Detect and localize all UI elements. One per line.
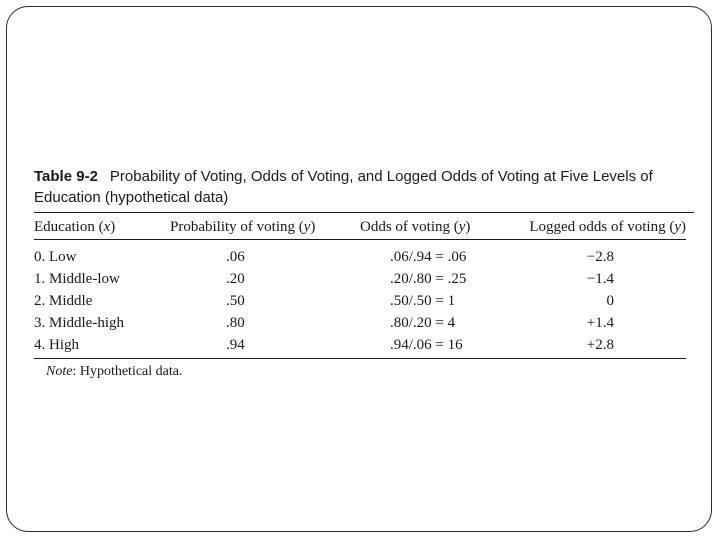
cell-education: 0. Low [34,249,77,265]
cell-odds: .06/.94 = .06 [390,249,467,265]
table-row [34,268,686,290]
cell-education: 2. Middle [34,293,93,309]
header-education: Education (x) [34,219,116,235]
cell-probability: .06 [226,249,245,265]
table-caption-text: Probability of Voting, Odds of Voting, and Logged Odds of Voting at Five Levels of Education (hypothetical data) [34,168,653,206]
cell-logged-odds: 0 [606,293,614,309]
note-label: Note [46,364,73,379]
voting-table [34,213,686,359]
cell-logged-odds: +2.8 [586,337,614,353]
header-probability: Probability of voting (y) [170,219,316,235]
cell-odds: .50/.50 = 1 [390,293,456,309]
cell-probability: .80 [226,315,245,331]
cell-probability: .50 [226,293,245,309]
cell-education: 3. Middle-high [34,315,124,331]
cell-odds: .80/.20 = 4 [390,315,456,331]
cell-odds: .20/.80 = .25 [390,271,467,287]
table-row [34,290,686,312]
table-row [34,334,686,359]
header-odds: Odds of voting (y) [360,219,471,235]
table-row [34,240,686,269]
cell-probability: .94 [226,337,245,353]
table-block [34,166,694,381]
table-row [34,312,686,334]
header-logged-odds: Logged odds of voting (y) [529,219,686,235]
table-note [46,363,694,381]
table-caption-label: Table 9-2 [34,168,98,185]
cell-logged-odds: −1.4 [586,271,614,287]
cell-odds: .94/.06 = 16 [390,337,463,353]
table-caption [34,166,694,208]
header-row [34,213,686,240]
note-text: : Hypothetical data. [72,364,183,379]
cell-logged-odds: +1.4 [586,315,614,331]
cell-logged-odds: −2.8 [586,249,614,265]
cell-probability: .20 [226,271,245,287]
cell-education: 1. Middle-low [34,271,120,287]
cell-education: 4. High [34,337,79,353]
